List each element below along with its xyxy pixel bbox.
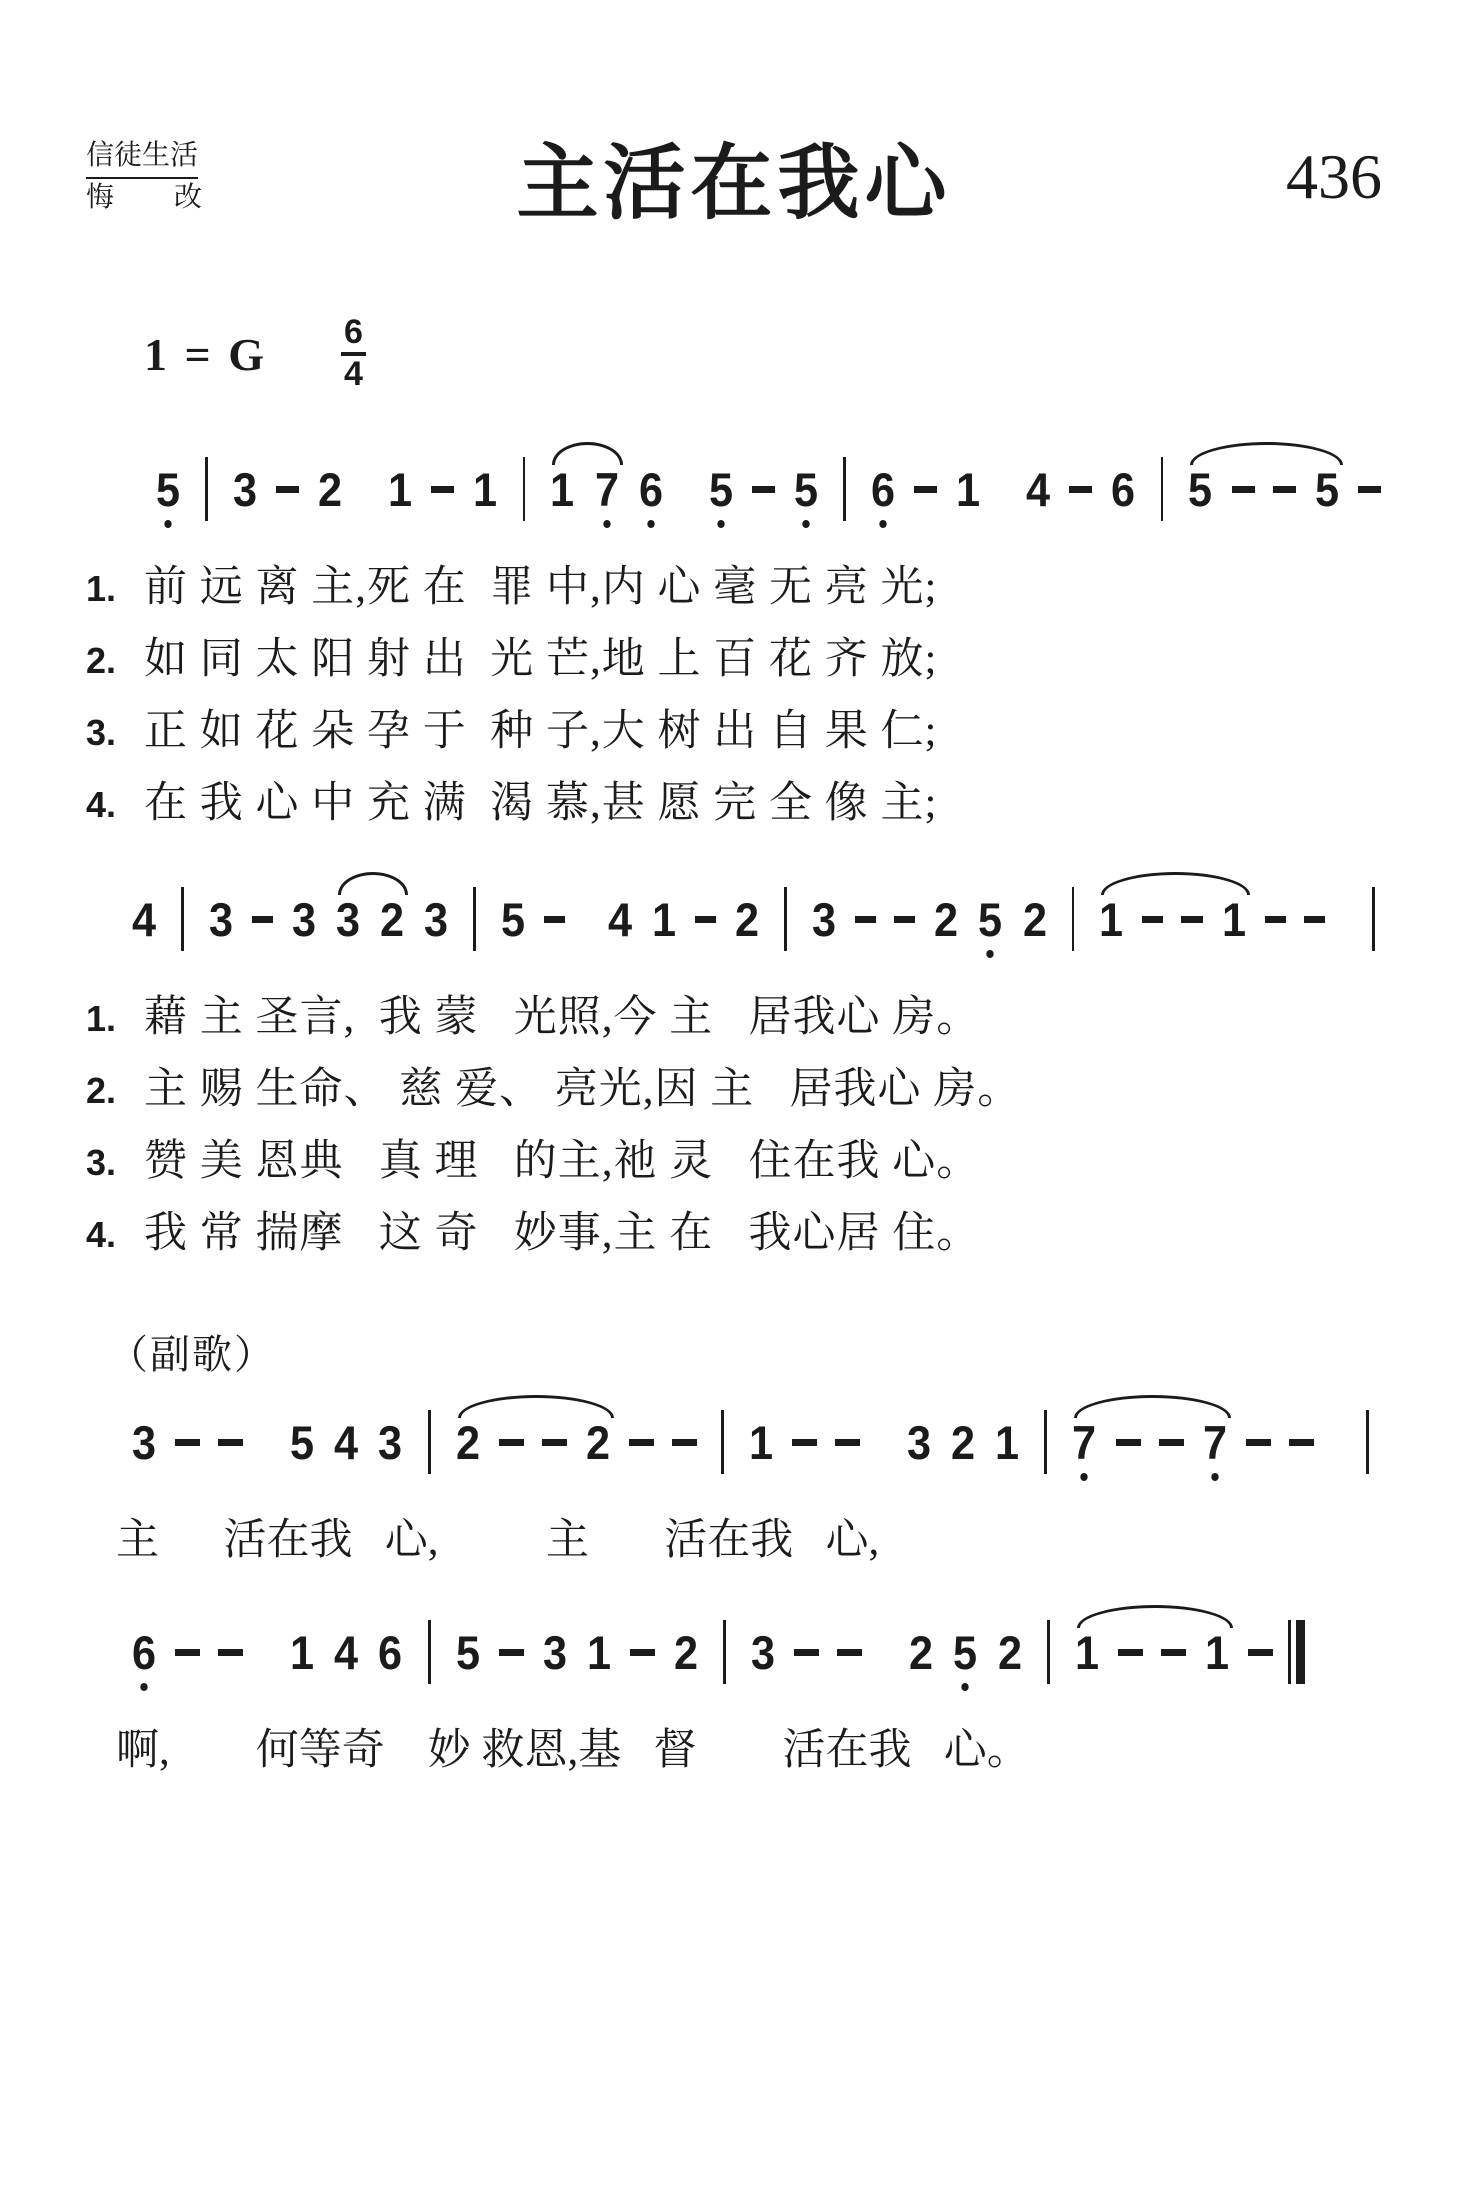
barline bbox=[205, 457, 208, 521]
chorus-music-line-1 bbox=[122, 1386, 1390, 1498]
duration-dash bbox=[499, 1649, 524, 1656]
verses-part2 bbox=[86, 983, 1390, 1271]
note-digit: 5 bbox=[1188, 462, 1213, 516]
duration-dash bbox=[1304, 916, 1325, 923]
note-digit: 2 bbox=[585, 1415, 610, 1469]
barline bbox=[473, 887, 476, 951]
key-label: 1 = G bbox=[144, 328, 267, 380]
verse-number: 3. bbox=[86, 712, 117, 753]
page-title: 主活在我心 bbox=[516, 138, 952, 229]
note-digit: 4 bbox=[334, 1625, 359, 1679]
low-octave-dot bbox=[962, 1683, 969, 1691]
chorus-music-line-2 bbox=[122, 1596, 1390, 1708]
spacer bbox=[86, 399, 1390, 433]
note-digit: 3 bbox=[208, 892, 233, 946]
category-line2 bbox=[86, 179, 202, 217]
note-digit: 3 bbox=[291, 892, 317, 946]
duration-dash bbox=[695, 916, 716, 923]
time-numerator: 6 bbox=[341, 315, 366, 356]
low-octave-dot bbox=[140, 1683, 147, 1691]
duration-dash bbox=[276, 486, 299, 493]
note-digit: 3 bbox=[811, 892, 837, 946]
verses-part1 bbox=[86, 553, 1390, 841]
duration-dash bbox=[672, 1439, 697, 1446]
note-digit: 5 bbox=[455, 1625, 480, 1679]
duration-dash bbox=[855, 916, 876, 923]
verse-number: 4. bbox=[86, 1214, 117, 1255]
note-digit: 4 bbox=[334, 1415, 359, 1469]
duration-dash bbox=[1289, 1439, 1314, 1446]
verse-number: 2. bbox=[86, 1070, 117, 1111]
note-digit: 1 bbox=[1074, 1625, 1099, 1679]
duration-dash bbox=[1161, 1649, 1186, 1656]
note-digit: 1 bbox=[995, 1415, 1020, 1469]
note-digit: 3 bbox=[378, 1415, 403, 1469]
duration-dash bbox=[252, 916, 273, 923]
note-digit: 2 bbox=[455, 1415, 480, 1469]
barline bbox=[1161, 457, 1164, 521]
duration-dash bbox=[894, 916, 915, 923]
low-octave-dot bbox=[1081, 1473, 1088, 1481]
music-line-1 bbox=[146, 433, 1390, 545]
slur-arc bbox=[1074, 1395, 1232, 1418]
key-signature bbox=[144, 309, 1390, 399]
time-signature bbox=[341, 315, 366, 392]
note-digit: 5 bbox=[953, 1629, 977, 1676]
low-octave-dot bbox=[802, 520, 809, 528]
slur-arc bbox=[1190, 442, 1344, 465]
duration-dash bbox=[835, 1439, 860, 1446]
duration-dash bbox=[1248, 1649, 1273, 1656]
final-barline-thin bbox=[1288, 1620, 1291, 1684]
verse-number: 1. bbox=[86, 998, 117, 1039]
verse-number: 1. bbox=[86, 568, 117, 609]
note-digit: 1 bbox=[652, 892, 677, 946]
chorus-lyric-line-2: 啊, 何等奇 妙 救恩,基 督 活在我 心。 bbox=[116, 1726, 1030, 1774]
note-digit: 3 bbox=[751, 1625, 776, 1679]
final-barline bbox=[1288, 1620, 1305, 1684]
verse-number: 3. bbox=[86, 1142, 117, 1183]
duration-dash bbox=[629, 1439, 654, 1446]
note-digit: 1 bbox=[956, 462, 981, 516]
low-octave-dot bbox=[647, 520, 654, 528]
duration-dash bbox=[175, 1439, 200, 1446]
barline bbox=[523, 457, 526, 521]
verse-text: 前 远 离 主,死 在 罪 中,内 心 毫 无 亮 光; bbox=[144, 564, 938, 611]
verse-line bbox=[86, 1199, 1390, 1271]
chorus-lyric-line-1: 主 活在我 心, 主 活在我 心, bbox=[116, 1516, 880, 1564]
barline bbox=[428, 1620, 431, 1684]
duration-dash bbox=[1159, 1439, 1184, 1446]
note-digit: 4 bbox=[1026, 462, 1051, 516]
verse-text: 我 常 揣摩 这 奇 妙事,主 在 我心居 住。 bbox=[144, 1210, 981, 1257]
verse-line bbox=[86, 769, 1390, 841]
duration-dash bbox=[542, 1439, 567, 1446]
note-digit: 5 bbox=[290, 1415, 315, 1469]
slur-arc bbox=[552, 442, 624, 465]
duration-dash bbox=[752, 486, 775, 493]
low-octave-dot bbox=[1211, 1473, 1218, 1481]
barline bbox=[843, 457, 846, 521]
note-digit: 2 bbox=[1022, 892, 1047, 946]
verse-number: 2. bbox=[86, 640, 117, 681]
slur-arc bbox=[1077, 1605, 1234, 1628]
note-digit: 1 bbox=[550, 462, 575, 516]
duration-dash bbox=[1265, 916, 1286, 923]
final-barline-thick bbox=[1296, 1620, 1305, 1684]
duration-dash bbox=[914, 486, 937, 493]
note-digit: 1 bbox=[586, 1625, 611, 1679]
category-block bbox=[86, 137, 236, 217]
note-digit: 3 bbox=[132, 1415, 157, 1469]
note-digit: 3 bbox=[336, 892, 361, 946]
barline bbox=[181, 887, 184, 951]
note-digit: 4 bbox=[607, 892, 632, 946]
note-digit: 2 bbox=[318, 462, 343, 516]
category-char-left: 悔 bbox=[86, 181, 115, 213]
note-digit: 3 bbox=[907, 1415, 932, 1469]
duration-dash bbox=[792, 1439, 817, 1446]
note-digit: 2 bbox=[735, 892, 760, 946]
duration-dash bbox=[1358, 486, 1381, 493]
time-denominator: 4 bbox=[344, 355, 363, 393]
note-digit: 5 bbox=[501, 892, 526, 946]
category-char-right: 改 bbox=[173, 181, 202, 213]
verse-number: 4. bbox=[86, 784, 117, 825]
note-digit: 1 bbox=[748, 1415, 773, 1469]
low-octave-dot bbox=[879, 520, 886, 528]
note-digit: 4 bbox=[132, 892, 157, 946]
note-digit: 7 bbox=[595, 466, 619, 513]
note-digit: 5 bbox=[794, 466, 818, 513]
note-digit: 2 bbox=[674, 1625, 699, 1679]
note-digit: 7 bbox=[1203, 1419, 1227, 1466]
note-digit: 6 bbox=[132, 1629, 156, 1676]
verse-line bbox=[86, 1127, 1390, 1199]
verse-line bbox=[86, 697, 1390, 769]
slur-arc bbox=[458, 1395, 615, 1418]
low-octave-dot bbox=[717, 520, 724, 528]
note-digit: 5 bbox=[978, 896, 1002, 943]
barline bbox=[1047, 1620, 1050, 1684]
low-octave-dot bbox=[603, 520, 610, 528]
note-digit: 3 bbox=[424, 892, 449, 946]
verse-text: 正 如 花 朵 孕 于 种 子,大 树 出 自 果 仁; bbox=[144, 708, 938, 755]
low-octave-dot bbox=[987, 950, 994, 958]
spacer bbox=[86, 841, 1390, 863]
note-digit: 3 bbox=[232, 462, 258, 516]
duration-dash bbox=[175, 1649, 200, 1656]
duration-dash bbox=[794, 1649, 819, 1656]
duration-dash bbox=[1116, 1439, 1141, 1446]
note-digit: 6 bbox=[639, 466, 663, 513]
low-octave-dot bbox=[164, 520, 171, 528]
barline bbox=[428, 1410, 431, 1474]
verse-line bbox=[86, 1055, 1390, 1127]
note-digit: 2 bbox=[380, 892, 405, 946]
hymn-number: 436 bbox=[1286, 140, 1382, 212]
spacer bbox=[86, 1574, 1390, 1596]
duration-dash bbox=[431, 486, 454, 493]
note-digit: 2 bbox=[909, 1625, 934, 1679]
slur-arc bbox=[338, 872, 409, 895]
note-digit: 2 bbox=[951, 1415, 976, 1469]
note-digit: 5 bbox=[156, 466, 180, 513]
duration-dash bbox=[499, 1439, 524, 1446]
duration-dash bbox=[1273, 486, 1296, 493]
duration-dash bbox=[544, 916, 565, 923]
note-digit: 6 bbox=[1111, 462, 1136, 516]
note-digit: 1 bbox=[388, 462, 413, 516]
verse-line bbox=[86, 553, 1390, 625]
barline bbox=[721, 1410, 724, 1474]
note-digit: 1 bbox=[473, 462, 498, 516]
duration-dash bbox=[1118, 1649, 1143, 1656]
note-digit: 2 bbox=[997, 1625, 1022, 1679]
duration-dash bbox=[1142, 916, 1163, 923]
note-digit: 2 bbox=[934, 892, 959, 946]
note-digit: 6 bbox=[871, 466, 895, 513]
duration-dash bbox=[1246, 1439, 1271, 1446]
duration-dash bbox=[837, 1649, 862, 1656]
music-line-2 bbox=[122, 863, 1390, 975]
barline bbox=[784, 887, 787, 951]
note-digit: 1 bbox=[1221, 892, 1246, 946]
chorus-label: （副歌） bbox=[108, 1332, 276, 1377]
duration-dash bbox=[218, 1439, 243, 1446]
duration-dash bbox=[1181, 916, 1202, 923]
barline bbox=[1044, 1410, 1047, 1474]
category-line1: 信徒生活 bbox=[86, 137, 198, 179]
note-digit: 1 bbox=[290, 1625, 315, 1679]
verse-line bbox=[86, 625, 1390, 697]
barline bbox=[723, 1620, 726, 1684]
verse-text: 如 同 太 阳 射 出 光 芒,地 上 百 花 齐 放; bbox=[144, 636, 938, 683]
note-digit: 5 bbox=[1314, 462, 1339, 516]
duration-dash bbox=[1069, 486, 1092, 493]
note-digit: 1 bbox=[1099, 892, 1124, 946]
duration-dash bbox=[630, 1649, 655, 1656]
note-digit: 5 bbox=[709, 466, 733, 513]
note-digit: 7 bbox=[1072, 1419, 1096, 1466]
verse-text: 赞 美 恩典 真 理 的主,祂 灵 住在我 心。 bbox=[144, 1138, 981, 1185]
note-digit: 6 bbox=[378, 1625, 403, 1679]
header bbox=[86, 118, 1390, 235]
barline bbox=[1366, 1410, 1369, 1474]
verse-text: 藉 主 圣言, 我 蒙 光照,今 主 居我心 房。 bbox=[144, 994, 981, 1041]
duration-dash bbox=[1232, 486, 1255, 493]
duration-dash bbox=[218, 1649, 243, 1656]
verse-text: 主 赐 生命、 慈 爱、 亮光,因 主 居我心 房。 bbox=[144, 1066, 1022, 1113]
verse-line bbox=[86, 983, 1390, 1055]
note-digit: 1 bbox=[1204, 1625, 1229, 1679]
verse-text: 在 我 心 中 充 满 渴 慕,甚 愿 完 全 像 主; bbox=[144, 780, 938, 827]
barline bbox=[1372, 887, 1375, 951]
slur-arc bbox=[1101, 872, 1251, 895]
barline bbox=[1072, 887, 1075, 951]
note-digit: 3 bbox=[542, 1625, 567, 1679]
